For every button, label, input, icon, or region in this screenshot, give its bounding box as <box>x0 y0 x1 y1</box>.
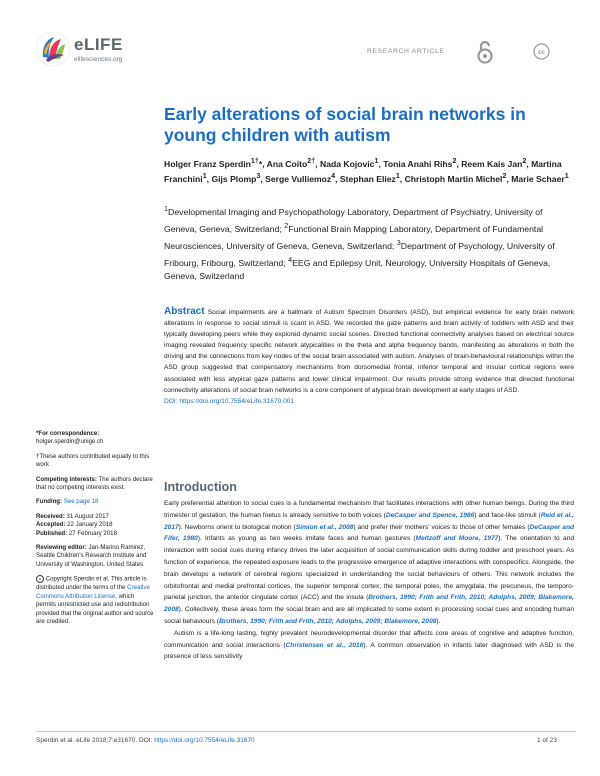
footer-citation <box>36 737 255 744</box>
page-number: 1 of 23 <box>537 737 557 744</box>
paragraph-text: Autism is a life-long lasting, highly prevalent neurodevelopmental disorder that affects core areas of cognitive and adaptive function, communication and social interactions ( <box>164 629 574 649</box>
elife-logo-icon <box>34 30 72 68</box>
published-label: Published: <box>36 529 68 537</box>
journal-logo[interactable] <box>34 30 123 70</box>
citation-link[interactable]: Simion et al., 2008 <box>295 523 354 531</box>
published-date: 27 February 2018 <box>68 529 117 537</box>
journal-name: eLIFE <box>74 35 123 54</box>
author-list: Holger Franz Sperdin$^{1\dagger}$*, Ana Coito$^{2\dagger}$, Nada Kojovic$^1$, Tonia Anahi Rihs$^2$, Reem Kais Jan$^2$, Martina Franchini$^1$, Gijs Plomp$^3$, Serge Vulliemoz$^4$, Stephan Eliez$^1$, Christoph Martin Michel$^2$, Marie Schaer$^1$ <box>164 157 569 184</box>
funding-label: Funding: <box>36 498 63 506</box>
correspondence-email[interactable]: holger.sperdin@unige.ch <box>36 438 104 446</box>
abstract-heading: Abstract <box>164 306 205 317</box>
paragraph-text: Early preferential attention to social cues is a fundamental mechanism that facilitates interactions with other human beings. During the third trimester of gestation, the human foetus is already sensitive to both voices ( <box>164 500 574 519</box>
affiliations: $^1$Developmental Imaging and Psychopathology Laboratory, Department of Psychiatry, University of Geneva, Geneva, Switzerland; $^2$Functional Brain Mapping Laboratory, Department of Fundamental Neurosciences, University of Geneva, Geneva, Switzerland; $^3$Department of Psychology, University of Fribourg, Fribourg, Switzerland; $^4$EEG and Epilepsy Unit, Neurology, University Hospitals of Geneva, Geneva, Switzerland <box>164 204 555 281</box>
journal-url[interactable]: elifesciences.org <box>74 56 123 63</box>
copyright-icon: c <box>36 575 44 583</box>
footer-divider <box>36 731 576 732</box>
received-label: Received: <box>36 512 65 520</box>
paragraph-text: ). Infants as young as two weeks imitate faces and human gestures ( <box>197 535 416 543</box>
open-access-icon <box>474 39 496 65</box>
reviewing-editor-text: Jan-Marino Ramirez, Seattle Children's Research Institute and University of Washington, United States <box>36 544 147 568</box>
competing-interests-label: Competing interests: <box>36 475 97 483</box>
footer-citation-text: Sperdin et al. eLife 2018;7:e31670. <box>36 737 138 744</box>
copyright-text: Copyright Sperdin et al. This article is distributed under the terms of the <box>36 575 147 592</box>
accepted-date: 22 January 2018 <box>67 521 113 529</box>
competing-interests-text: The authors declare that no competing interests exist. <box>36 475 153 492</box>
citation-link[interactable]: Meltzoff and Moore, 1977 <box>415 535 499 543</box>
paragraph-text: ). Newborns orient to biological motion ( <box>178 523 296 531</box>
citation-link[interactable]: Brothers, 1990; Frith and Frith, 2010; Adolphs, 2009; Blakemore, 2008 <box>218 617 437 625</box>
citation-link[interactable]: Reid et al., 2017 <box>164 511 574 531</box>
introduction-heading: Introduction <box>164 480 237 494</box>
correspondence-label: *For correspondence: <box>36 430 100 437</box>
paragraph-text: ) and prefer their mothers' voices to those of other females ( <box>353 523 530 531</box>
creative-commons-icon <box>533 43 550 60</box>
article-info-sidebar <box>36 430 154 632</box>
paragraph-text: ). A common observation in infants later diagnosed with ASD is the presence of less sensitivity <box>164 641 574 661</box>
citation-link[interactable]: DeCasper and Fifer, 1980 <box>164 523 575 543</box>
citation-link[interactable]: DeCasper and Spence, 1986 <box>385 511 475 519</box>
footer-doi-link[interactable]: https://doi.org/10.7554/eLife.31670 <box>154 737 255 744</box>
cc-license-link[interactable]: Creative Commons Attribution License, <box>36 584 150 600</box>
abstract-text: Social impairments are a hallmark of Autism Spectrum Disorders (ASD), but empirical evidence for early brain network alterations in response to social stimuli is scant in ASD. We recorded the gaze patterns and brain activity of toddlers with ASD and their typically developing peers while they explored dynamic social scenes. Directed functional connectivity analyses based on electrical source imaging revealed frequency specific network atypicalities in the theta and alpha frequency bands, manifesting as alterations in both the driving and the connections from key nodes of the social brain associated with autism. Analyses of brain-behavioural relationships within the ASD group suggested that compensatory mechanisms from dorsomedial frontal, inferior temporal and insular cortical regions were associated with less atypical gaze patterns and lower clinical impairment. Our results provide strong evidence that directed functional connectivity alterations of social brain networks is a core component of atypical brain development at early stages of ASD. <box>164 309 574 394</box>
copyright-text-end: which permits unrestricted use and redistribution provided that the original author and source are credited. <box>36 592 154 625</box>
introduction-paragraph-1 <box>164 498 574 628</box>
paragraph-text: ). The orientation to and interaction with social cues during infancy drives the later acquisition of social communication skills during toddler and preschool years. As function of experience, the repeated exposure leads to the progressive emergence of adaptive interactions with conspecifics. Alongside, the brain develops a network of cerebral regions specialized in understanding the social behaviours of others. This network includes the orbitofrontal and medial prefrontal cortices, the superior temporal cortex, the temporal poles, the amygdala, the precuneus, the temporo-parietal junction, the anterior cingulate cortex (ACC) and the insula ( <box>164 535 574 602</box>
footer-doi-label: DOI: <box>139 737 153 744</box>
reviewing-editor-label: Reviewing editor: <box>36 544 87 552</box>
citation-link[interactable]: Brothers, 1990; Frith and Frith, 2010; Adolphs, 2009; Blakemore, 2008 <box>164 594 574 614</box>
accepted-label: Accepted: <box>36 521 66 529</box>
abstract <box>164 306 574 407</box>
received-date: 31 August 2017 <box>66 512 109 520</box>
introduction-body <box>164 498 574 663</box>
paragraph-text: ). <box>436 617 441 625</box>
abstract-doi-link[interactable]: DOI: https://doi.org/10.7554/eLife.31670.001 <box>164 397 295 405</box>
introduction-paragraph-2 <box>164 628 574 663</box>
svg-text:cc: cc <box>537 49 546 56</box>
paragraph-text: ) and face-like stimuli ( <box>474 511 541 519</box>
funding-link[interactable]: See page 18 <box>63 498 99 506</box>
equal-contribution-note: †These authors contributed equally to this work <box>36 452 150 469</box>
article-type-label: RESEARCH ARTICLE <box>367 48 445 55</box>
citation-link[interactable]: Christensen et al., 2016 <box>285 641 364 649</box>
paragraph-text: ). Collectively, these areas form the social brain and are all implicated to some extent in processing social cues and encoding human social behaviours ( <box>164 606 574 625</box>
article-title: Early alterations of social brain networks in young children with autism <box>164 104 526 145</box>
